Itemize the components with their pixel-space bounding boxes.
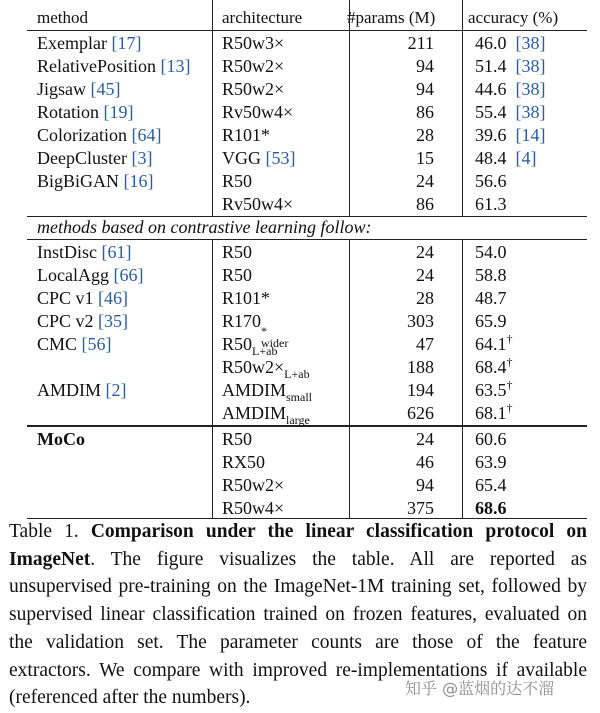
table-row: CMC [56] $R50_{L+ab}$ 47 64.1† — [37, 332, 513, 358]
table-row: Colorization [64] R101* 28 39.6 [14] — [37, 125, 546, 145]
caption-label: Table 1. — [9, 521, 79, 542]
table-row: Rotation [19] Rv50w4× 86 55.4 [38] — [37, 102, 546, 122]
table-row: InstDisc [61] R50 24 54.0 — [37, 242, 507, 262]
header-architecture: architecture — [222, 8, 303, 27]
caption-title: Comparison under the linear classification protocol on ImageNet — [9, 521, 587, 570]
table-row: CPC v2 [35] R170 * wider 303 65.9 — [37, 311, 507, 350]
header-row — [27, 6, 587, 29]
section-label: methods based on contrastive learning follow: — [37, 217, 372, 237]
table-row: $R50w2\times_{L+ab}$ 188 68.4† — [222, 355, 513, 381]
header-params: #params (M) — [347, 8, 436, 27]
table-row: RelativePosition [13] R50w2× 94 51.4 [38] — [37, 56, 546, 76]
table-row: Rv50w4× 86 61.3 — [222, 194, 507, 214]
header-method: method — [37, 8, 88, 27]
table-row: Exemplar [17] R50w3× 211 46.0 [38] — [37, 33, 546, 53]
header-rule — [27, 30, 587, 31]
table-row: AMDIM [2] $AMDIM_{small}$ 194 63.5† — [37, 378, 513, 404]
table-row: R50w4× 375 68.6 — [222, 498, 507, 518]
table-row: R50w2× 94 65.4 — [222, 475, 507, 495]
table-row: BigBiGAN [16] R50 24 56.6 — [37, 171, 507, 191]
table-row: MoCo R50 24 60.6 — [37, 429, 507, 449]
caption-body: . The figure visualizes the table. All are reported as unsupervised pre-training on the ImageNet-1M training set, followed by supervised linear classification trained on frozen features, evaluated on the validation set. The parameter counts are those of the feature extractors. We compare with improved re-implementations if available (referenced after the numbers). — [9, 548, 587, 709]
table-row: CPC v1 [46] R101* 28 48.7 — [37, 288, 507, 308]
table-row: Jigsaw [45] R50w2× 94 44.6 [38] — [37, 79, 546, 99]
header-accuracy: accuracy (%) — [468, 8, 559, 27]
table-row: RX50 46 63.9 — [222, 452, 507, 472]
table-row: $AMDIM_{large}$ 626 68.1† — [222, 401, 513, 427]
section-rule-2 — [27, 239, 587, 240]
watermark: 知乎 @蓝烟的达不溜 — [405, 679, 555, 698]
table-row: LocalAgg [66] R50 24 58.8 — [37, 265, 507, 285]
table-row: DeepCluster [3] VGG [53] 15 48.4 [4] — [37, 148, 537, 168]
